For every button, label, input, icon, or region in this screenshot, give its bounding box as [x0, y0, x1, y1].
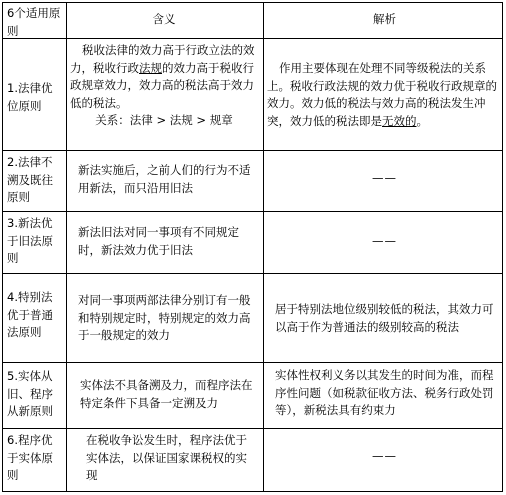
row-divider — [2, 362, 503, 363]
table-border-bottom — [2, 491, 503, 492]
table-border-right — [502, 2, 503, 492]
analysis-4: 居于特别法地位级别较低的税法，其效力可以高于作为普通法的级别较高的税法 — [275, 302, 494, 334]
row-divider — [2, 273, 503, 274]
analysis-3: —— — [372, 234, 397, 248]
meaning-1-relation: 关系：法律 > 法规 > 规章 — [95, 113, 233, 127]
principle-6: 6.程序优于实体原则 — [7, 433, 53, 482]
row-divider — [2, 211, 503, 212]
table-border-top — [2, 2, 503, 3]
analysis-1-part-a: 作用主要体现在处理不同等级税法的关系上。税收行政法规的效力优于税收行政规章的效力。效力低的税法与效力高的税法发生冲突，效力低的税法即是 — [267, 61, 497, 128]
principle-4: 4.特别法优于普通法原则 — [7, 290, 53, 339]
column-divider-1 — [66, 2, 67, 492]
meaning-4: 对同一事项两部法律分别订有一般和特别规定时，特别规定的效力高于一般规定的效力 — [78, 293, 251, 342]
tax-principles-table — [2, 2, 503, 492]
meaning-1-regulation-term: 法规 — [139, 60, 162, 75]
analysis-1 — [267, 60, 502, 148]
meaning-1-part-c: 的效力高于税收行政规章效力，效力高的税法高于效力低的税法。 — [70, 60, 254, 110]
header-meaning: 含义 — [152, 12, 176, 26]
table-border-left — [2, 2, 3, 492]
principle-1: 1.法律优位原则 — [7, 81, 53, 113]
meaning-1 — [70, 42, 258, 148]
row-divider — [2, 428, 503, 429]
principle-3: 3.新法优于旧法原则 — [7, 216, 53, 265]
meaning-1-part-a: 税收法律的效力高于行政立法的效力，税收行政 — [70, 43, 255, 75]
principle-2: 2.法律不溯及既往原则 — [7, 155, 53, 204]
analysis-2: —— — [372, 171, 397, 185]
meaning-2: 新法实施后，之前人们的行为不适用新法，而只沿用旧法 — [78, 163, 251, 195]
meaning-6: 在税收争讼发生时，程序法优于实体法，以保证国家课税权的实现 — [86, 433, 247, 482]
column-divider-2 — [263, 2, 264, 492]
row-divider — [2, 38, 503, 39]
meaning-3: 新法旧法对同一事项有不同规定时，新法效力优于旧法 — [78, 225, 239, 257]
row-divider — [2, 150, 503, 151]
principle-5: 5.实体从旧、程序从新原则 — [7, 369, 53, 418]
analysis-1-part-c: 。 — [416, 113, 428, 128]
header-analysis: 解析 — [373, 12, 396, 26]
analysis-6: —— — [372, 449, 397, 463]
analysis-1-invalid-term: 无效的 — [382, 113, 417, 128]
header-principle: 6个适用原则 — [7, 6, 61, 37]
meaning-5: 实体法不具备溯及力，而程序法在特定条件下具备一定溯及力 — [80, 378, 253, 410]
analysis-5: 实体性权利义务以其发生的时间为准，而程序性问题（如税款征收方法、税务行政处罚等），新税法具有约束力 — [275, 368, 494, 417]
